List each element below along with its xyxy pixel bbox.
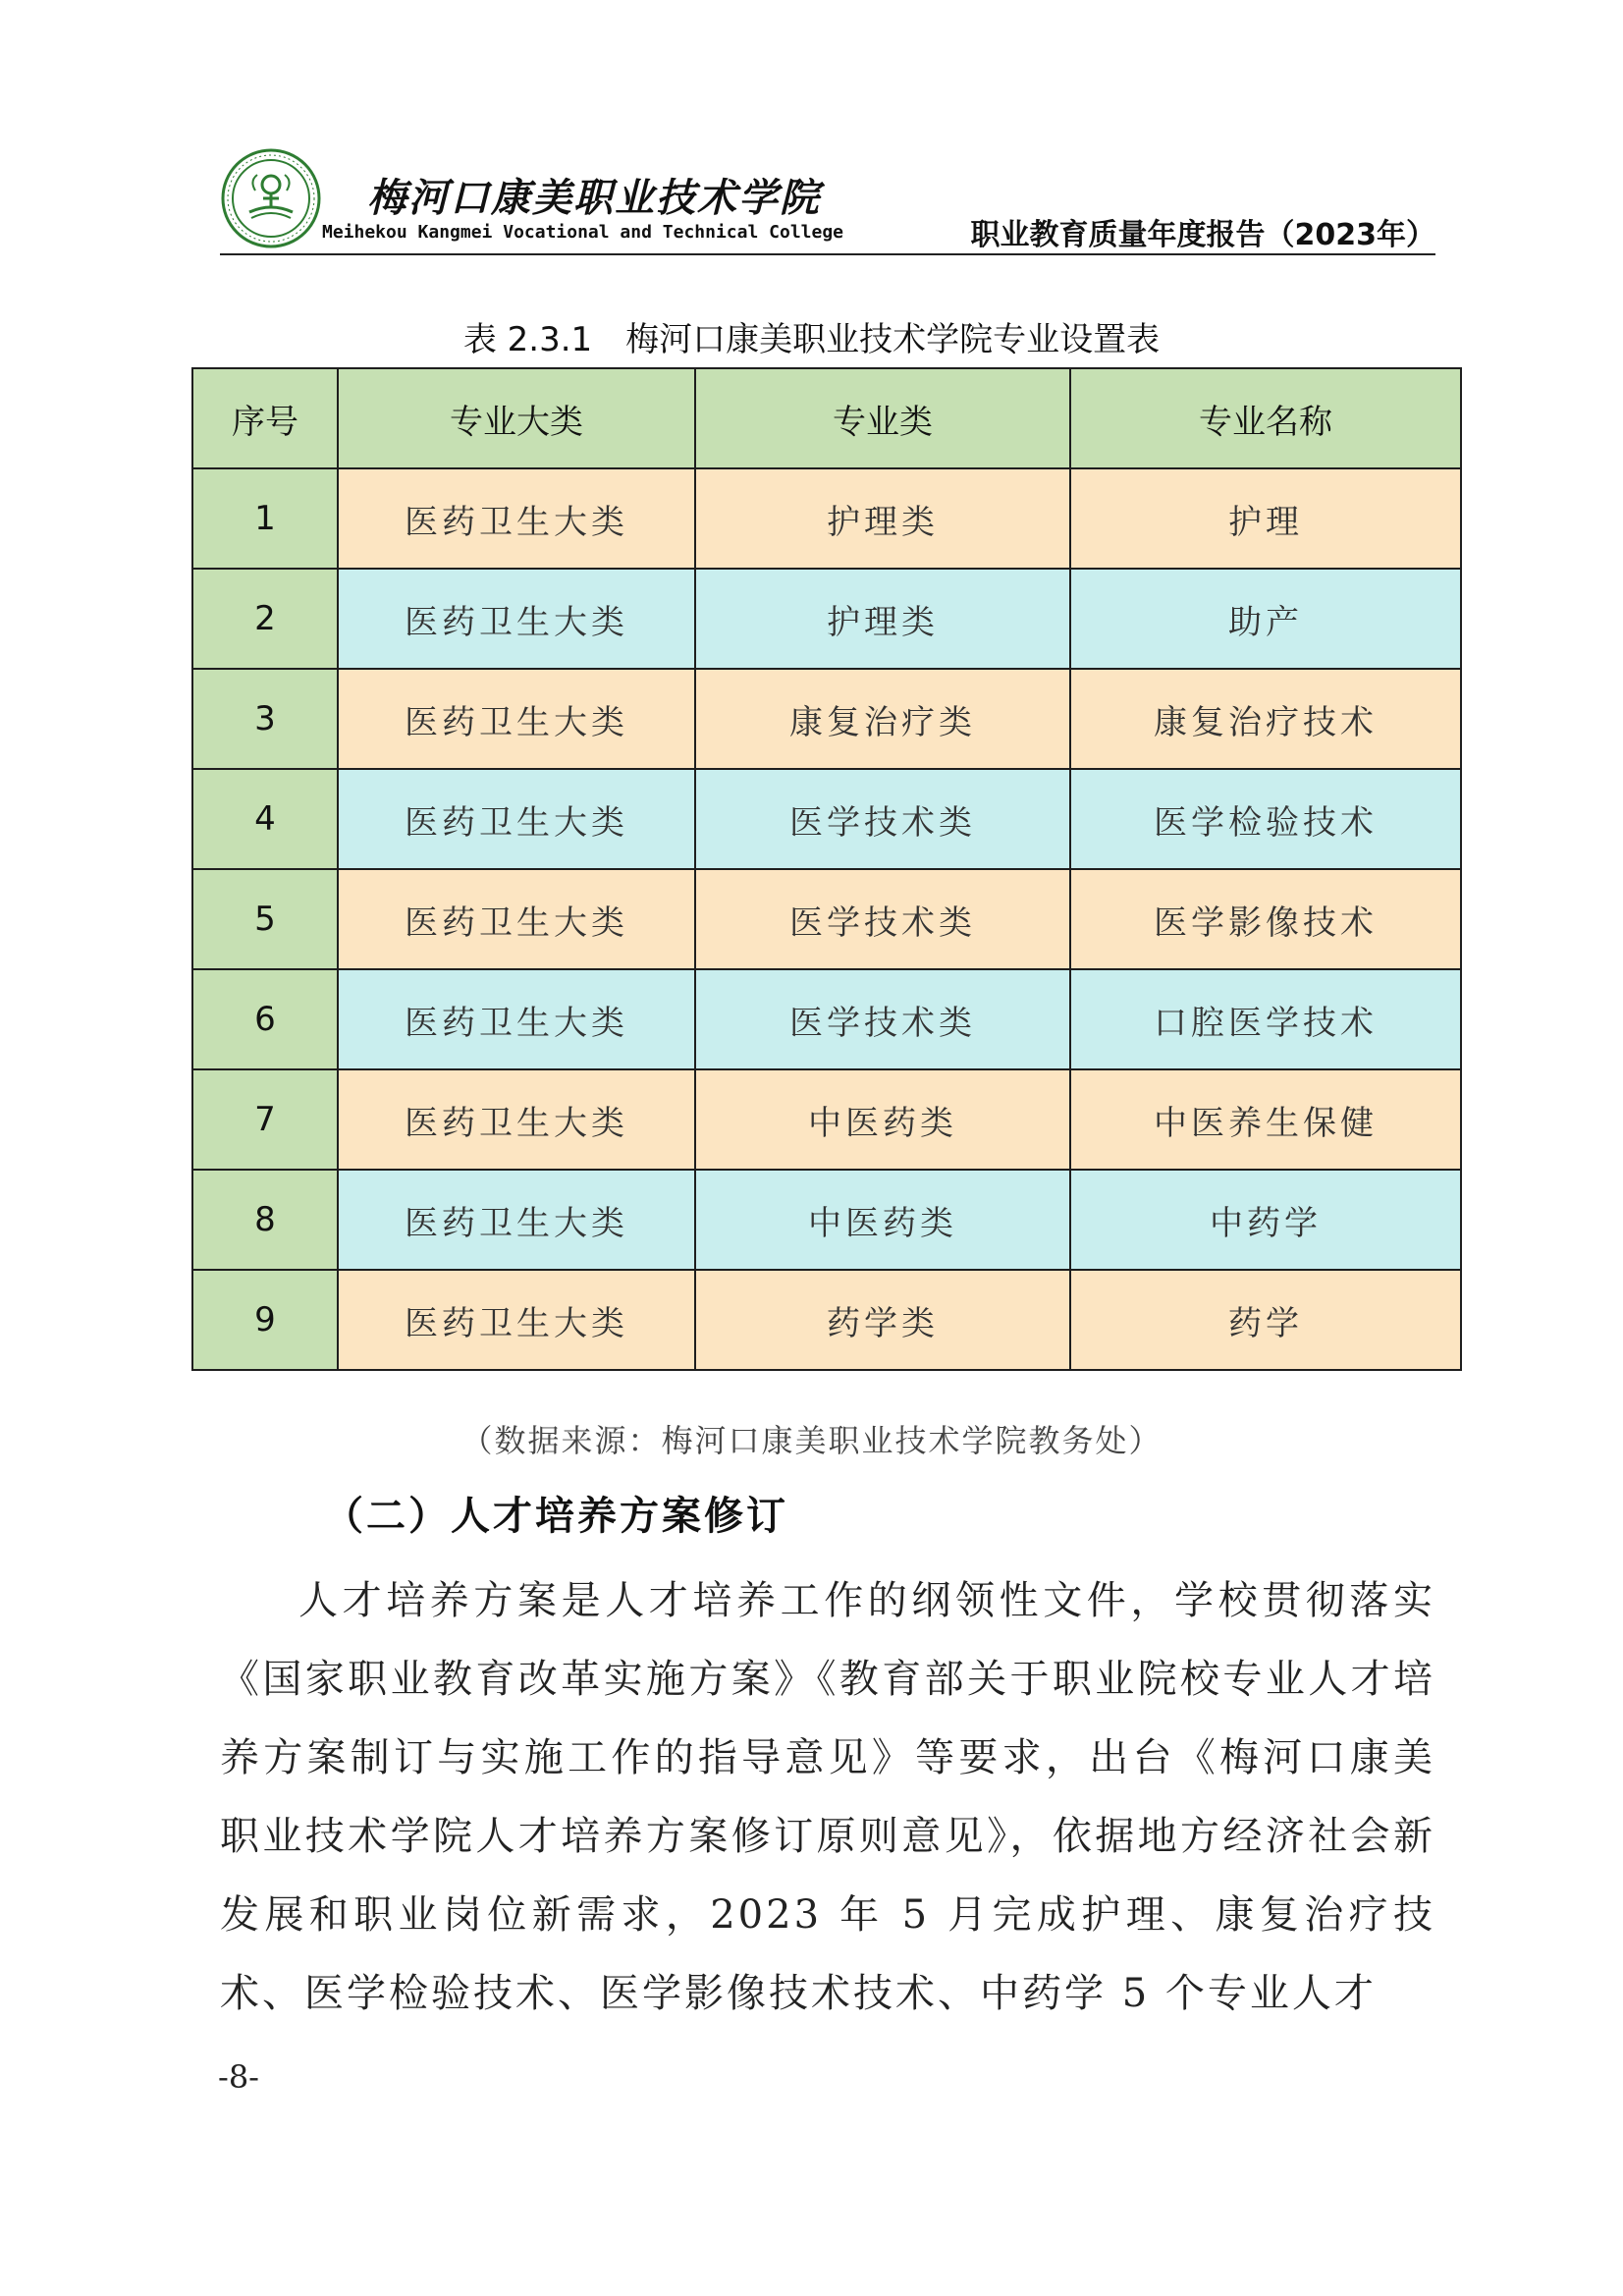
table-header-row xyxy=(192,368,1461,468)
majors-table xyxy=(191,367,1462,1371)
section-heading: （二）人才培养方案修订 xyxy=(324,1493,788,1539)
body-paragraph: 人才培养方案是人才培养工作的纲领性文件，学校贯彻落实《国家职业教育改革实施方案》《教育部关于职业院校专业人才培养方案制订与实施工作的指导意见》等要求，出台《梅河口康美职业技术学院人才培养方案修订原则意见》，依据地方经济社会新发展和职业岗位新需求，2023 年 5 月完成护理、康复治疗技术、医学检验技术、医学影像技术技术、中药学 5 个专业人才 xyxy=(220,1578,1435,2016)
row-subcategory: 护理类 xyxy=(695,569,1070,669)
row-subcategory: 中医药类 xyxy=(695,1069,1070,1170)
table-row xyxy=(192,769,1461,869)
table-row xyxy=(192,1069,1461,1170)
row-category: 医药卫生大类 xyxy=(338,1170,695,1270)
row-major: 中药学 xyxy=(1070,1170,1461,1270)
row-major: 康复治疗技术 xyxy=(1070,669,1461,769)
row-seq: 4 xyxy=(192,769,338,869)
row-major: 口腔医学技术 xyxy=(1070,969,1461,1069)
table-row xyxy=(192,869,1461,969)
row-subcategory: 药学类 xyxy=(695,1270,1070,1370)
row-seq: 6 xyxy=(192,969,338,1069)
table-row xyxy=(192,1270,1461,1370)
row-seq: 9 xyxy=(192,1270,338,1370)
row-major: 助产 xyxy=(1070,569,1461,669)
column-header: 专业类 xyxy=(695,368,1070,468)
row-seq: 1 xyxy=(192,468,338,569)
row-category: 医药卫生大类 xyxy=(338,869,695,969)
header-divider xyxy=(220,253,1435,255)
row-category: 医药卫生大类 xyxy=(338,769,695,869)
table-caption: 表 2.3.1 梅河口康美职业技术学院专业设置表 xyxy=(462,320,1161,359)
row-subcategory: 中医药类 xyxy=(695,1170,1070,1270)
row-major: 护理 xyxy=(1070,468,1461,569)
row-category: 医药卫生大类 xyxy=(338,669,695,769)
row-subcategory: 护理类 xyxy=(695,468,1070,569)
table-row xyxy=(192,569,1461,669)
row-seq: 2 xyxy=(192,569,338,669)
row-subcategory: 医学技术类 xyxy=(695,769,1070,869)
page-number: -8- xyxy=(218,2058,259,2096)
table-row xyxy=(192,468,1461,569)
column-header: 专业大类 xyxy=(338,368,695,468)
row-major: 医学检验技术 xyxy=(1070,769,1461,869)
row-major: 药学 xyxy=(1070,1270,1461,1370)
school-name-en: Meihekou Kangmei Vocational and Technical College xyxy=(322,222,844,243)
row-category: 医药卫生大类 xyxy=(338,969,695,1069)
column-header: 序号 xyxy=(192,368,338,468)
table-row xyxy=(192,1170,1461,1270)
data-source-note: （数据来源：梅河口康美职业技术学院教务处） xyxy=(460,1422,1163,1459)
college-logo-icon xyxy=(220,147,322,249)
row-category: 医药卫生大类 xyxy=(338,468,695,569)
school-name-cn: 梅河口康美职业技术学院 xyxy=(367,175,821,221)
body-text xyxy=(220,1561,1435,2033)
row-subcategory: 医学技术类 xyxy=(695,969,1070,1069)
row-major: 医学影像技术 xyxy=(1070,869,1461,969)
row-major: 中医养生保健 xyxy=(1070,1069,1461,1170)
row-seq: 8 xyxy=(192,1170,338,1270)
table-row xyxy=(192,969,1461,1069)
row-subcategory: 康复治疗类 xyxy=(695,669,1070,769)
page-header xyxy=(220,147,1435,253)
row-category: 医药卫生大类 xyxy=(338,1069,695,1170)
column-header: 专业名称 xyxy=(1070,368,1461,468)
row-seq: 5 xyxy=(192,869,338,969)
report-title: 职业教育质量年度报告（2023年） xyxy=(970,218,1435,252)
row-seq: 7 xyxy=(192,1069,338,1170)
row-seq: 3 xyxy=(192,669,338,769)
row-category: 医药卫生大类 xyxy=(338,569,695,669)
table-row xyxy=(192,669,1461,769)
row-category: 医药卫生大类 xyxy=(338,1270,695,1370)
row-subcategory: 医学技术类 xyxy=(695,869,1070,969)
